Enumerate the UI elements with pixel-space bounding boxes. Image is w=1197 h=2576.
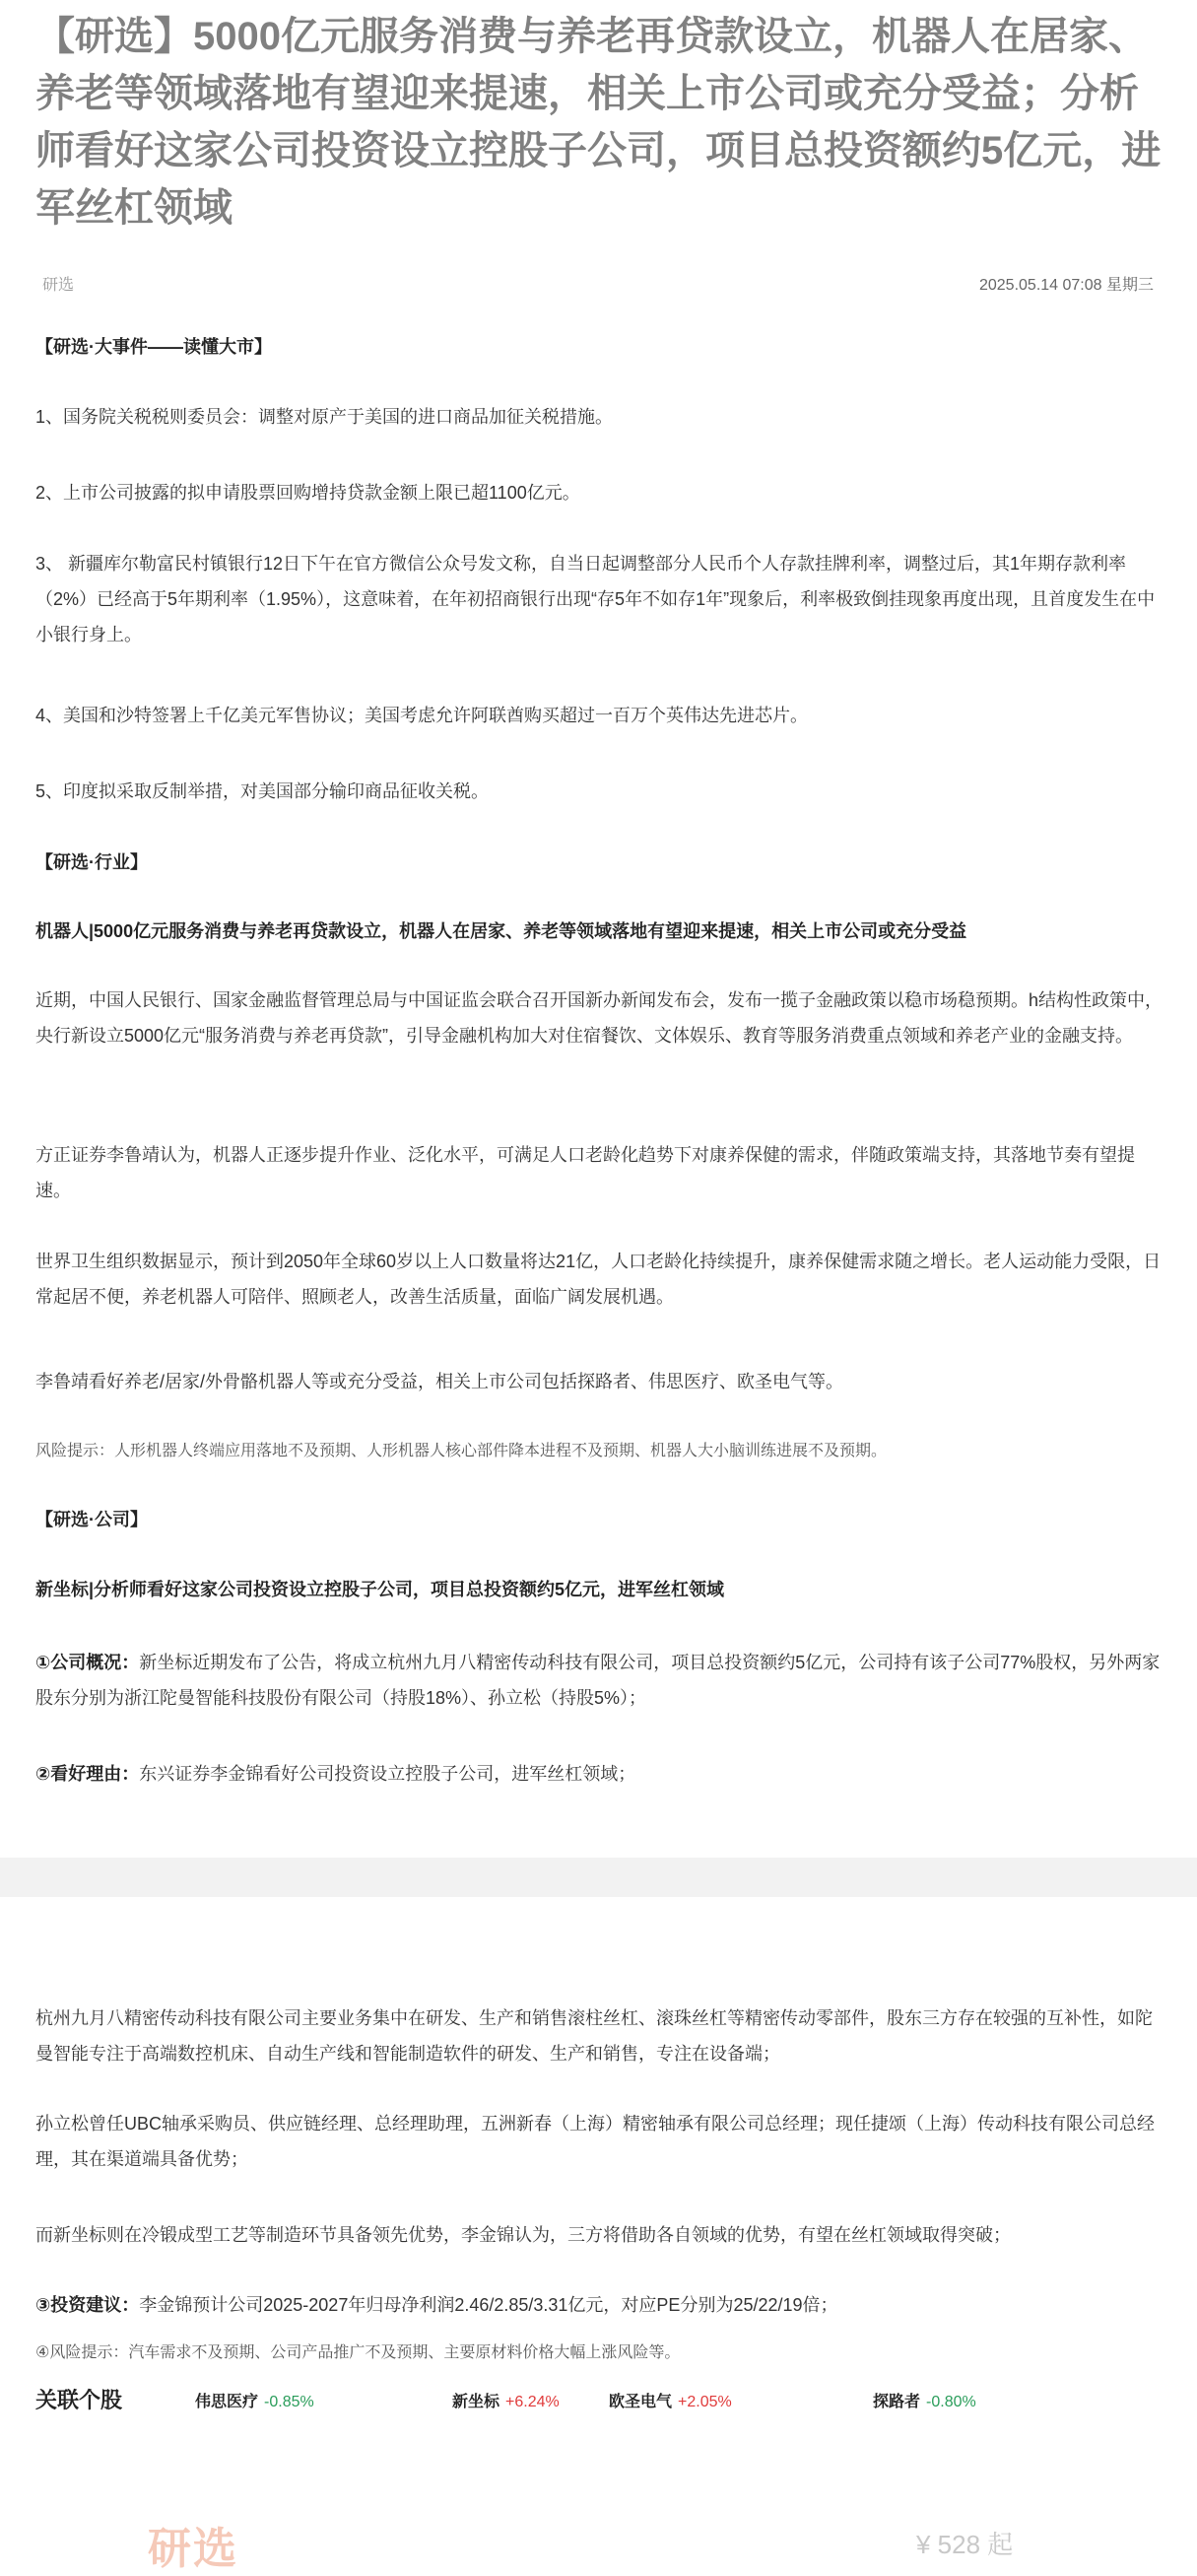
related-stock-item[interactable] [873,2389,976,2411]
section-divider [0,1858,1197,1897]
company-paragraph-1: 杭州九月八精密传动科技有限公司主要业务集中在研发、生产和销售滚柱丝杠、滚珠丝杠等精密传动零部件，股东三方存在较强的互补性，如陀曼智能专注于高端数控机床、自动生产线和智能制造软件的研发、生产和销售，专注在设备端； [35,2008,1153,2064]
article-title: 【研选】5000亿元服务消费与养老再贷款设立，机器人在居家、养老等领域落地有望迎来提速，相关上市公司或充分受益；分析师看好这家公司投资设立控股子公司，项目总投资额约5亿元，进军丝杠领域 [35,15,1162,230]
section-heading-company: 【研选·公司】 [35,1510,148,1529]
stock-name: 新坐标 [452,2394,500,2410]
event-item-2: 2、上市公司披露的拟申请股票回购增持贷款金额上限已超1100亿元。 [35,483,580,503]
industry-risk-note: 风险提示：人形机器人终端应用落地不及预期、人形机器人核心部件降本进程不及预期、机器人大小脑训练进展不及预期。 [35,1443,888,1459]
industry-paragraph-2: 方正证券李鲁靖认为，机器人正逐步提升作业、泛化水平，可满足人口老龄化趋势下对康养保健的需求，伴随政策端支持，其落地节奏有望提速。 [35,1145,1135,1200]
event-item-5: 5、印度拟采取反制举措，对美国部分输印商品征收关税。 [35,781,490,801]
overview-text: 新坐标近期发布了公告，将成立杭州九月八精密传动科技有限公司，项目总投资额约5亿元，公司持有该子公司77%股权，另外两家股东分别为浙江陀曼智能科技股份有限公司（持股18%）、孙立松（持股5%）； [35,1653,1161,1708]
section-heading-events: 【研选·大事件——读懂大市】 [35,337,272,357]
related-stocks-bar [35,2378,1168,2417]
event-item-1: 1、国务院关税税则委员会：调整对原产于美国的进口商品加征关税措施。 [35,407,614,427]
article-datetime: 2025.05.14 07:08 星期三 [978,277,1154,294]
reason-label: ②看好理由： [35,1764,140,1784]
event-item-4: 4、美国和沙特签署上千亿美元军售协议；美国考虑允许阿联酋购买超过一百万个英伟达先进芯片。 [35,706,809,725]
related-stock-item[interactable] [609,2389,732,2411]
stock-change: -0.80% [926,2394,976,2410]
reason-text: 东兴证券李金锦看好公司投资设立控股子公司，进军丝杠领域； [139,1764,636,1784]
stock-name: 欧圣电气 [609,2394,673,2410]
advice-text: 李金锦预计公司2025-2027年归母净利润2.46/2.85/3.31亿元，对应PE分别为25/22/19倍； [139,2295,838,2315]
related-stock-item[interactable] [195,2389,314,2411]
advice-label: ③投资建议： [35,2295,140,2315]
company-paragraph-3: 而新坐标则在冷锻成型工艺等制造环节具备领先优势，李金锦认为，三方将借助各自领域的优势，有望在丝杠领域取得突破； [35,2225,1011,2245]
overview-label: ①公司概况： [35,1653,140,1672]
company-reason [35,1756,1168,1792]
related-stocks-title: 关联个股 [35,2388,123,2412]
industry-paragraph-1: 近期，中国人民银行、国家金融监督管理总局与中国证监会联合召开国新办新闻发布会，发布一揽子金融政策以稳市场稳预期。h结构性政策中，央行新设立5000亿元“服务消费与养老再贷款”，引导金融机构加大对住宿餐饮、文体娱乐、教育等服务消费重点领域和养老产业的金融支持。 [35,990,1164,1046]
stock-change: +6.24% [505,2394,560,2410]
footer-price: ¥ 528 起 [916,2530,1014,2559]
investment-advice [35,2287,1168,2323]
company-paragraph-2: 孙立松曾任UBC轴承采购员、供应链经理、总经理助理，五洲新春（上海）精密轴承有限公司总经理；现任捷颂（上海）传动科技有限公司总经理，其在渠道端具备优势； [35,2114,1155,2169]
stock-change: -0.85% [264,2394,314,2410]
related-stock-item[interactable] [452,2389,560,2411]
event-item-3: 3、 新疆库尔勒富民村镇银行12日下午在官方微信公众号发文称，自当日起调整部分人民币个人存款挂牌利率，调整过后，其1年期存款利率（2%）已经高于5年期利率（1.95%），这意味着，在年初招商银行出现“存5年不如存1年”现象后，利率极致倒挂现象再度出现，且首度发生在中小银行身上。 [35,554,1156,644]
company-risk-note: ④风险提示：汽车需求不及预期、公司产品推广不及预期、主要原材料价格大幅上涨风险等。 [35,2344,681,2361]
stock-change: +2.05% [678,2394,732,2410]
stock-name: 伟思医疗 [195,2394,259,2410]
industry-paragraph-3: 世界卫生组织数据显示，预计到2050年全球60岁以上人口数量将达21亿，人口老龄化持续提升，康养保健需求随之增长。老人运动能力受限，日常起居不便，养老机器人可陪伴、照顾老人，改善生活质量，面临广阔发展机遇。 [35,1252,1162,1307]
footer-logo: 研选 [148,2525,238,2573]
company-headline: 新坐标|分析师看好这家公司投资设立控股子公司，项目总投资额约5亿元，进军丝杠领域 [35,1580,725,1599]
article-source[interactable]: 研选 [42,277,75,294]
stock-name: 探路者 [873,2394,921,2410]
industry-paragraph-4: 李鲁靖看好养老/居家/外骨骼机器人等或充分受益，相关上市公司包括探路者、伟思医疗、欧圣电气等。 [35,1372,843,1391]
section-heading-industry: 【研选·行业】 [35,852,148,872]
company-overview [35,1645,1168,1716]
industry-headline: 机器人|5000亿元服务消费与养老再贷款设立，机器人在居家、养老等领域落地有望迎来提速，相关上市公司或充分受益 [35,921,967,941]
